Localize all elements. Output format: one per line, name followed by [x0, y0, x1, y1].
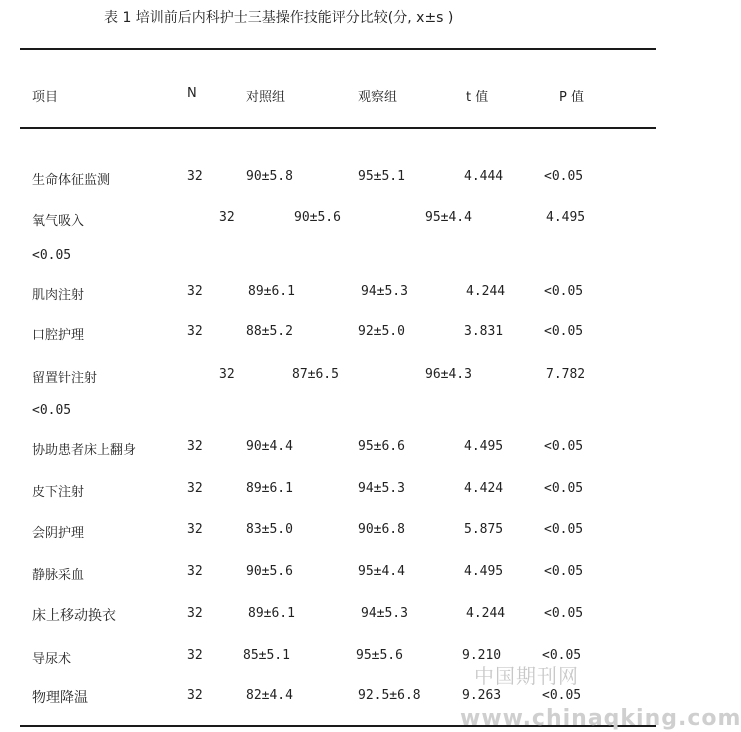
row-n: 32 [187, 481, 203, 496]
row-n: 32 [187, 169, 203, 184]
row-n: 32 [187, 688, 203, 703]
row-p: <0.05 [544, 169, 584, 184]
row-item: 口腔护理 [32, 328, 85, 343]
row-control: 82±4.4 [246, 688, 293, 703]
col-header-n: N [187, 86, 197, 101]
col-header-p: P 值 [559, 90, 584, 105]
row-item: 物理降温 [32, 690, 88, 706]
row-control: 89±6.1 [248, 284, 295, 299]
row-control: 89±6.1 [248, 606, 295, 621]
row-item: 留置针注射 [32, 371, 98, 386]
row-t: 4.244 [466, 284, 506, 299]
row-n: 32 [187, 324, 203, 339]
row-item: 肌肉注射 [32, 288, 85, 303]
row-t: 4.495 [464, 564, 504, 579]
col-header-item: 项目 [32, 90, 59, 105]
row-observe: 94±5.3 [358, 481, 405, 496]
row-n: 32 [187, 522, 203, 537]
row-n: 32 [187, 284, 203, 299]
col-header-t: t 值 [466, 90, 489, 105]
row-p: <0.05 [544, 564, 584, 579]
row-item: 生命体征监测 [32, 173, 111, 188]
row-observe: 92±5.0 [358, 324, 405, 339]
row-p: <0.05 [32, 248, 72, 263]
row-observe: 90±6.8 [358, 522, 405, 537]
col-header-observe: 观察组 [358, 90, 398, 105]
row-observe: 95±5.6 [356, 648, 403, 663]
col-header-control: 对照组 [246, 90, 286, 105]
row-t: 4.495 [464, 439, 504, 454]
row-control: 90±5.8 [246, 169, 293, 184]
row-observe: 94±5.3 [361, 284, 408, 299]
row-observe: 92.5±6.8 [358, 688, 421, 703]
row-t: 7.782 [546, 367, 586, 382]
row-p: <0.05 [544, 324, 584, 339]
row-control: 90±4.4 [246, 439, 293, 454]
row-observe: 95±4.4 [425, 210, 472, 225]
row-item: 导尿术 [32, 652, 72, 667]
top-rule [20, 48, 656, 50]
header-rule [20, 127, 656, 129]
row-t: 4.444 [464, 169, 504, 184]
row-n: 32 [187, 648, 203, 663]
row-item: 床上移动换衣 [32, 608, 116, 624]
row-t: 9.210 [462, 648, 502, 663]
row-item: 氧气吸入 [32, 214, 85, 229]
row-n: 32 [187, 606, 203, 621]
row-control: 87±6.5 [292, 367, 339, 382]
table-title: 表 1 培训前后内科护士三基操作技能评分比较(分, x±s ) [104, 10, 454, 26]
row-observe: 94±5.3 [361, 606, 408, 621]
row-observe: 96±4.3 [425, 367, 472, 382]
row-item: 皮下注射 [32, 485, 85, 500]
row-control: 85±5.1 [243, 648, 290, 663]
row-p: <0.05 [542, 688, 582, 703]
row-p: <0.05 [544, 606, 584, 621]
row-observe: 95±4.4 [358, 564, 405, 579]
row-t: 4.244 [466, 606, 506, 621]
row-item: 会阴护理 [32, 526, 85, 541]
row-control: 90±5.6 [294, 210, 341, 225]
row-t: 5.875 [464, 522, 504, 537]
row-n: 32 [219, 210, 235, 225]
row-p: <0.05 [544, 284, 584, 299]
watermark-cn: 中国期刊网 [474, 664, 579, 688]
row-t: 4.495 [546, 210, 586, 225]
row-control: 88±5.2 [246, 324, 293, 339]
watermark-url: www.chinaqking.com [460, 706, 741, 731]
row-p: <0.05 [542, 648, 582, 663]
row-t: 3.831 [464, 324, 504, 339]
row-p: <0.05 [32, 403, 72, 418]
row-item: 静脉采血 [32, 568, 85, 583]
row-control: 83±5.0 [246, 522, 293, 537]
row-p: <0.05 [544, 481, 584, 496]
row-p: <0.05 [544, 522, 584, 537]
row-control: 90±5.6 [246, 564, 293, 579]
row-n: 32 [187, 564, 203, 579]
row-n: 32 [219, 367, 235, 382]
row-t: 4.424 [464, 481, 504, 496]
row-observe: 95±5.1 [358, 169, 405, 184]
row-control: 89±6.1 [246, 481, 293, 496]
row-observe: 95±6.6 [358, 439, 405, 454]
row-n: 32 [187, 439, 203, 454]
row-item: 协助患者床上翻身 [32, 443, 137, 458]
row-p: <0.05 [544, 439, 584, 454]
row-t: 9.263 [462, 688, 502, 703]
